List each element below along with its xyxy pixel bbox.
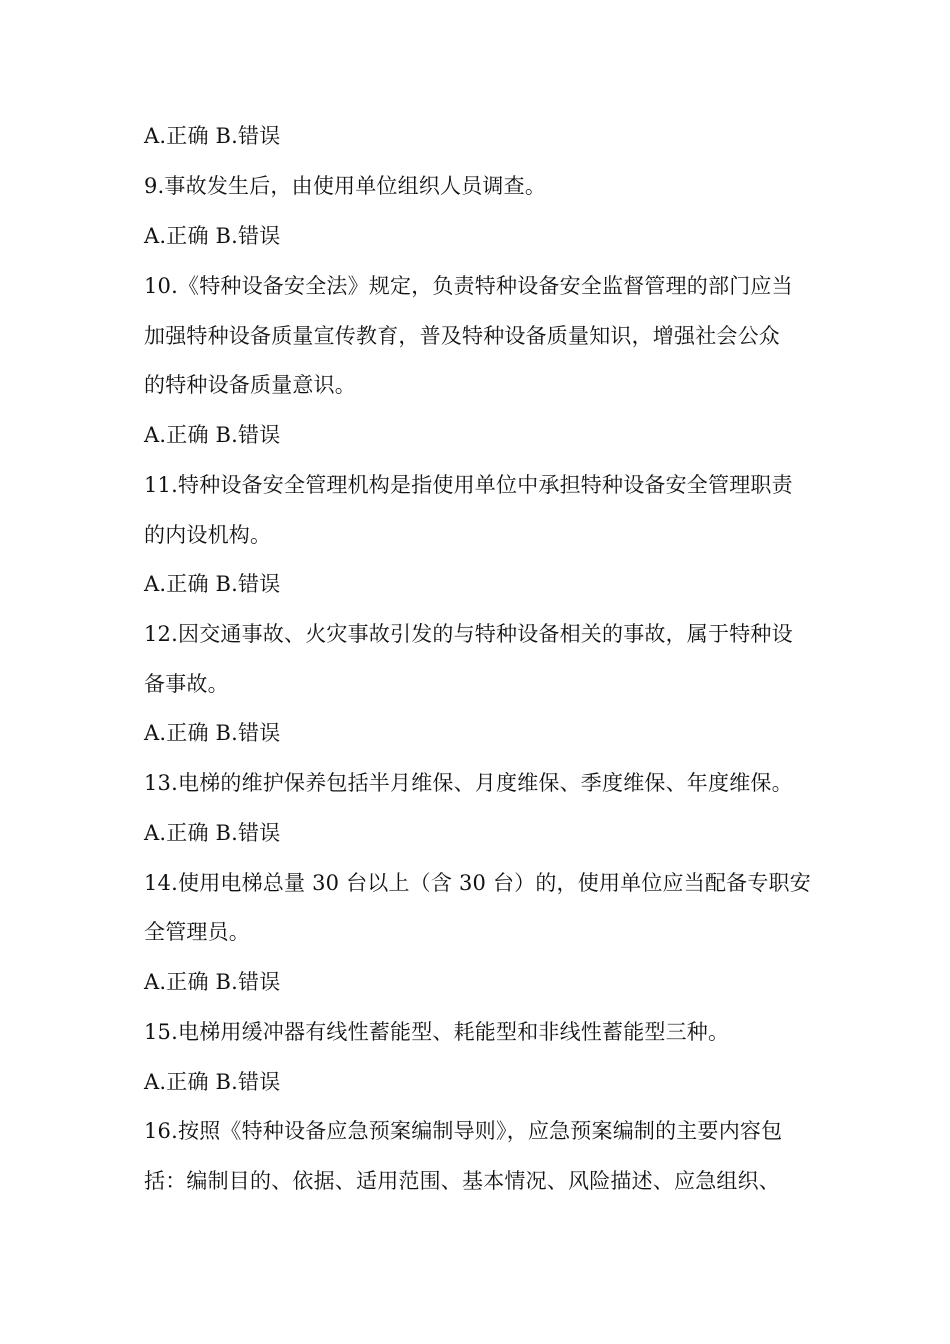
answer-options: A.正确 B.错误 [144,970,281,994]
question-14-line-2: 全管理员。 [144,920,250,944]
answer-options: A.正确 B.错误 [144,1070,281,1094]
question-12-line-1: 12.因交通事故、火灾事故引发的与特种设备相关的事故，属于特种设 [144,622,793,646]
question-15: 15.电梯用缓冲器有线性蓄能型、耗能型和非线性蓄能型三种。 [144,1020,730,1044]
answer-options: A.正确 B.错误 [144,572,281,596]
question-16-line-2: 括：编制目的、依据、适用范围、基本情况、风险描述、应急组织、 [144,1169,780,1193]
question-14-line-1: 14.使用电梯总量 30 台以上（含 30 台）的，使用单位应当配备专职安 [144,871,811,895]
question-10-line-1: 10.《特种设备安全法》规定，负责特种设备安全监督管理的部门应当 [144,274,793,298]
answer-options: A.正确 B.错误 [144,124,281,148]
question-11-line-1: 11.特种设备安全管理机构是指使用单位中承担特种设备安全管理职责 [144,473,793,497]
question-12-line-2: 备事故。 [144,672,229,696]
question-13: 13.电梯的维护保养包括半月维保、月度维保、季度维保、年度维保。 [144,771,793,795]
question-9: 9.事故发生后，由使用单位组织人员调查。 [144,174,547,198]
answer-options: A.正确 B.错误 [144,224,281,248]
question-10-line-3: 的特种设备质量意识。 [144,373,356,397]
answer-options: A.正确 B.错误 [144,821,281,845]
answer-options: A.正确 B.错误 [144,423,281,447]
question-10-line-2: 加强特种设备质量宣传教育，普及特种设备质量知识，增强社会公众 [144,324,780,348]
question-16-line-1: 16.按照《特种设备应急预案编制导则》，应急预案编制的主要内容包 [144,1119,783,1143]
answer-options: A.正确 B.错误 [144,721,281,745]
question-11-line-2: 的内设机构。 [144,523,272,547]
